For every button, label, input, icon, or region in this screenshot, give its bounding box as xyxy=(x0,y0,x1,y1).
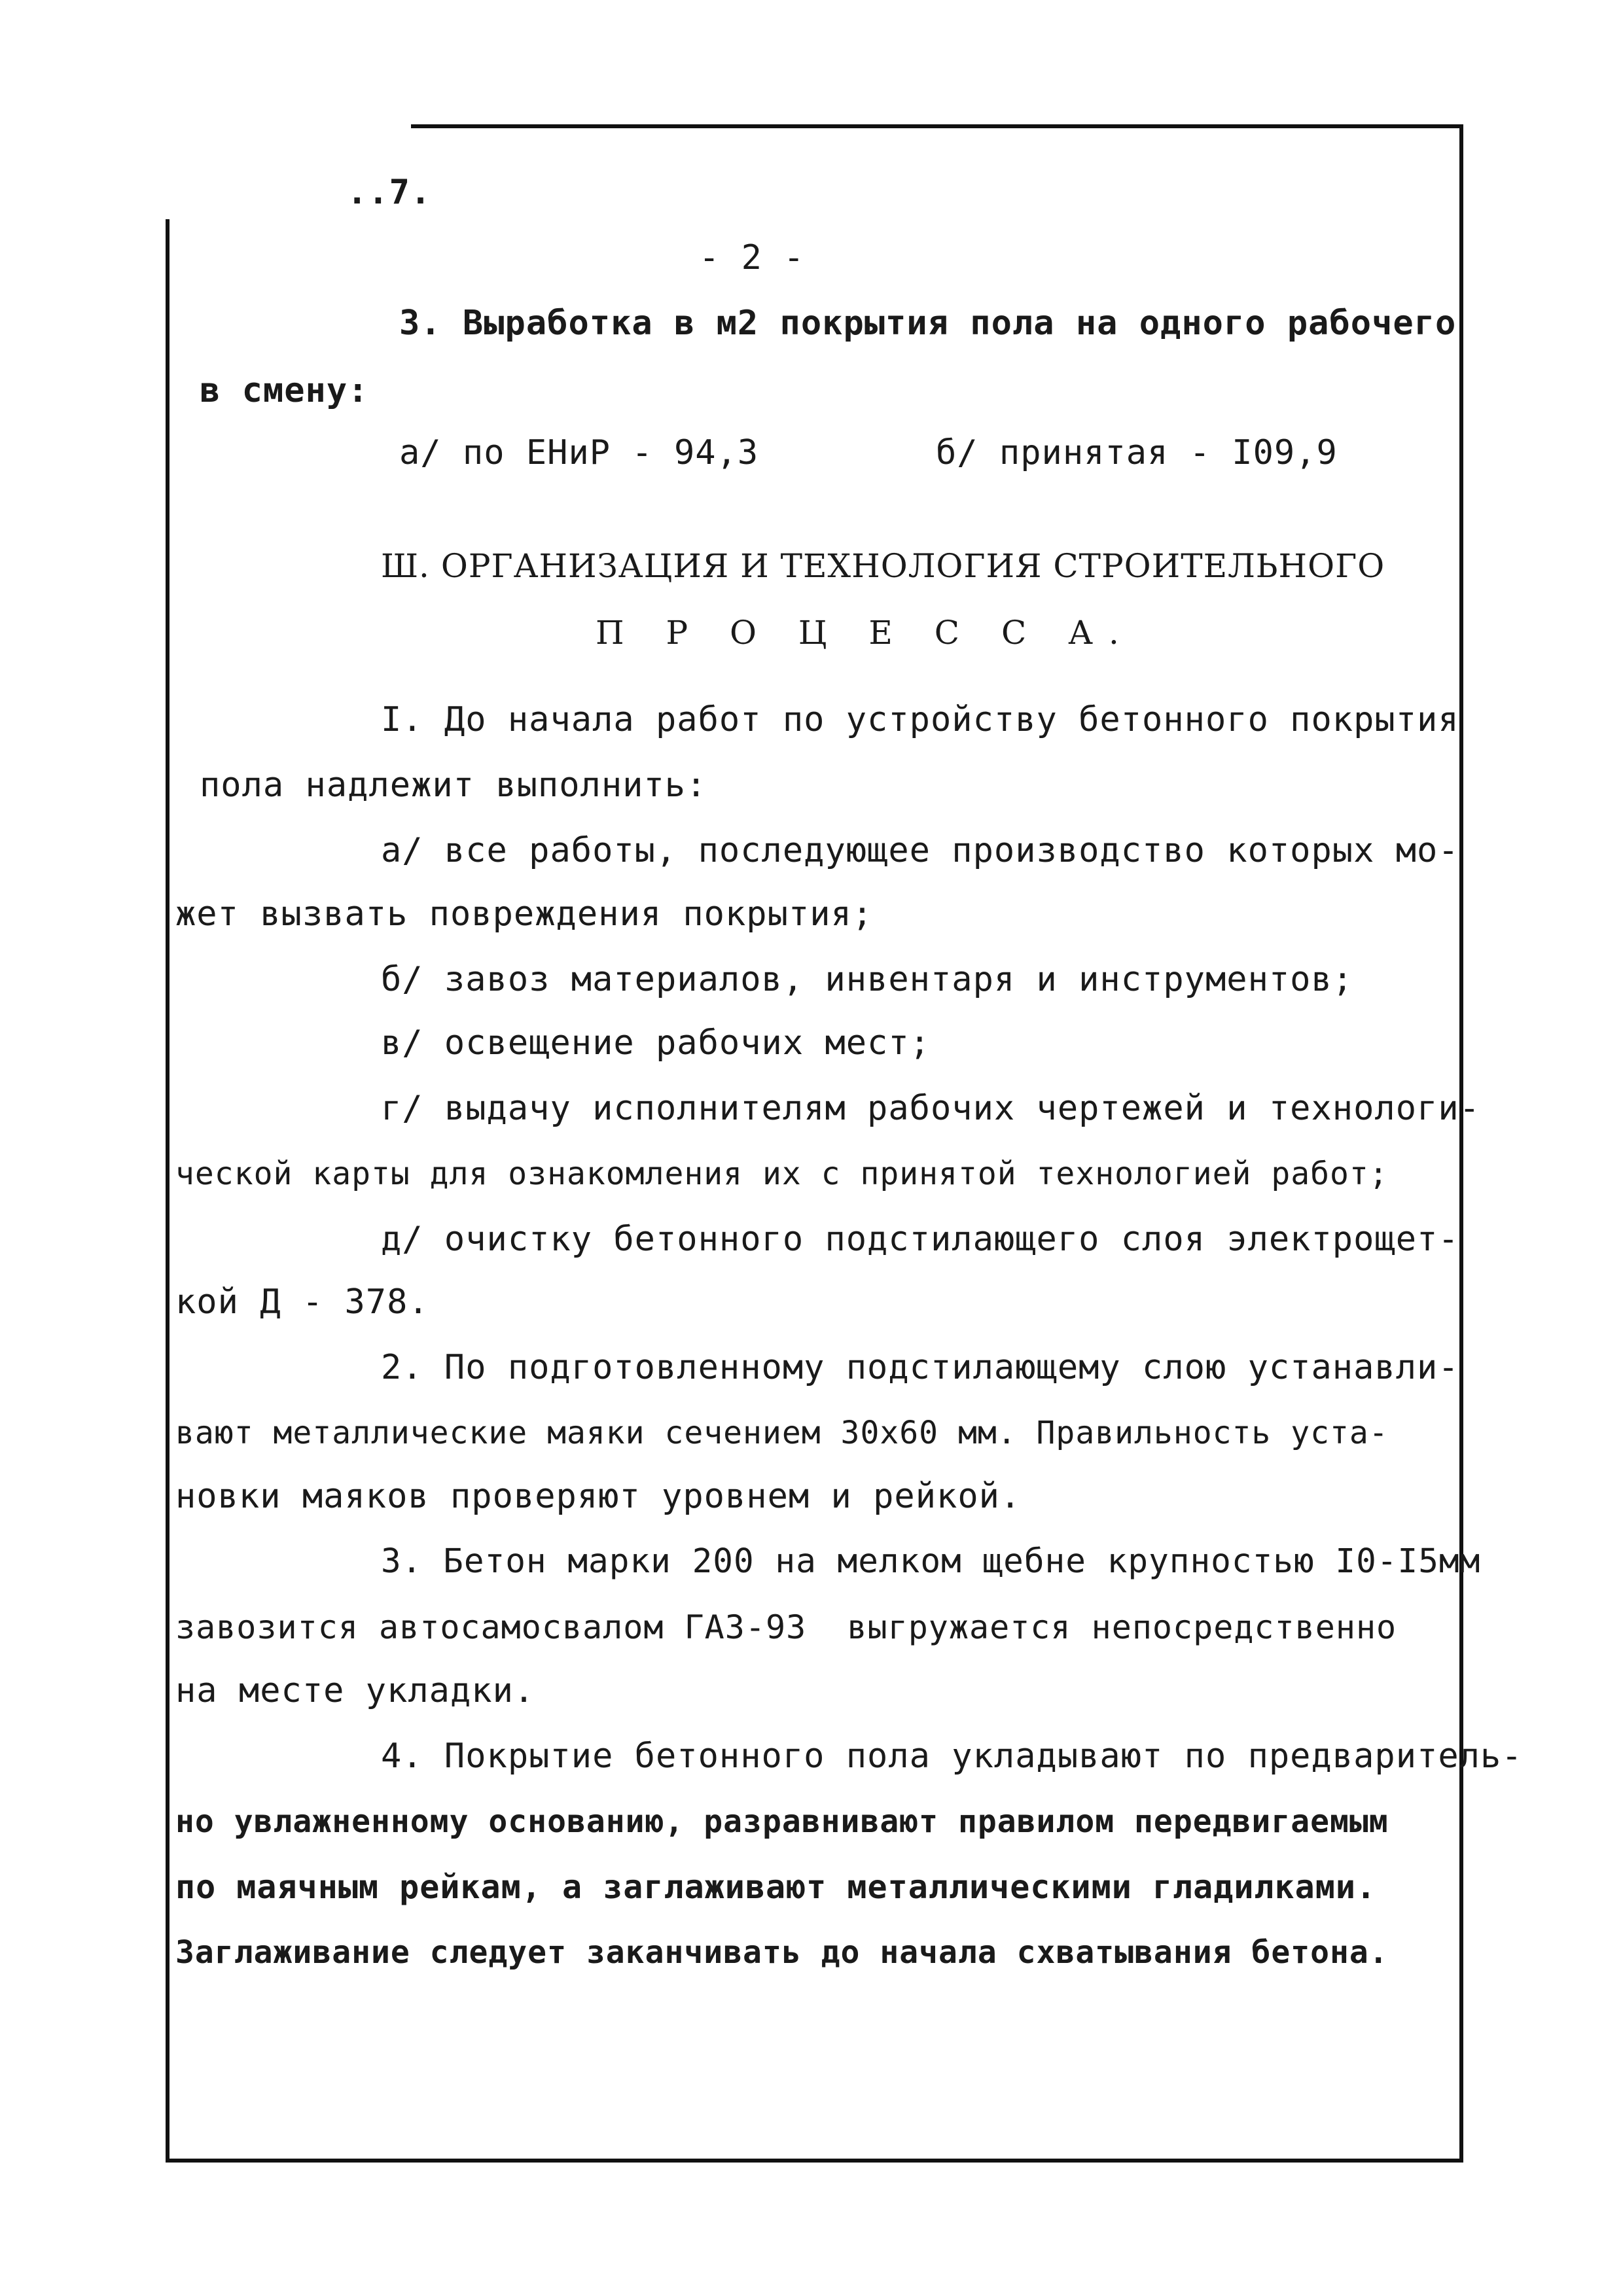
para-line-3: а/ все работы, последующее производство которых мо- xyxy=(381,831,1459,870)
para-line-18: но увлажненному основанию, разравнивают правилом передвигаемым xyxy=(175,1803,1389,1840)
heading-line1: Ш. ОРГАНИЗАЦИЯ И ТЕХНОЛОГИЯ СТРОИТЕЛЬНОГО xyxy=(381,547,1385,585)
frame-right-border xyxy=(1459,124,1463,2163)
para-line-17: 4. Покрытие бетонного пола укладывают по предваритель- xyxy=(381,1737,1523,1776)
corner-mark: ..7. xyxy=(347,173,432,212)
para-line-19: по маячным рейкам, а заглаживают металлическими гладилками. xyxy=(175,1868,1377,1906)
para-line-8: ческой карты для ознакомления их с принятой технологией работ; xyxy=(175,1156,1389,1192)
heading-line2: П Р О Ц Е С С А. xyxy=(596,614,1135,652)
para-line-10: кой Д - 378. xyxy=(175,1282,429,1322)
para-line-1: I. До начала работ по устройству бетонного покрытия xyxy=(381,700,1459,739)
section3-item-a: а/ по ЕНиР - 94,3 xyxy=(399,433,759,472)
frame-top-border xyxy=(411,124,1463,128)
para-line-4: жет вызвать повреждения покрытия; xyxy=(175,894,874,934)
para-line-9: д/ очистку бетонного подстилающего слоя электрощет- xyxy=(381,1220,1459,1259)
section3-item-b: б/ принятая - I09,9 xyxy=(936,433,1338,472)
para-line-6: в/ освещение рабочих мест; xyxy=(381,1023,931,1063)
para-line-11: 2. По подготовленному подстилающему слою устанавли- xyxy=(381,1348,1459,1387)
frame-left-border xyxy=(166,219,169,2163)
para-line-5: б/ завоз материалов, инвентаря и инструментов; xyxy=(381,960,1354,999)
para-line-15: завозится автосамосвалом ГАЗ-93 выгружается непосредственно xyxy=(175,1608,1397,1646)
para-line-16: на месте укладки. xyxy=(175,1671,535,1710)
frame-bottom-border xyxy=(166,2159,1463,2163)
para-line-20: Заглаживание следует заканчивать до начала схватывания бетона. xyxy=(175,1934,1389,1971)
section3-line1: 3. Выработка в м2 покрытия пола на одного рабочего xyxy=(399,304,1457,343)
para-line-13: новки маяков проверяют уровнем и рейкой. xyxy=(175,1477,1022,1516)
page-number: - 2 - xyxy=(699,238,805,277)
para-line-7: г/ выдачу исполнителям рабочих чертежей и технологи- xyxy=(381,1089,1480,1128)
section3-line2: в смену: xyxy=(200,371,369,410)
para-line-2: пола надлежит выполнить: xyxy=(200,766,707,805)
para-line-12: вают металлические маяки сечением 30х60 мм. Правильность уста- xyxy=(175,1415,1389,1451)
para-line-14: 3. Бетон марки 200 на мелком щебне крупностью I0-I5мм xyxy=(381,1542,1481,1581)
